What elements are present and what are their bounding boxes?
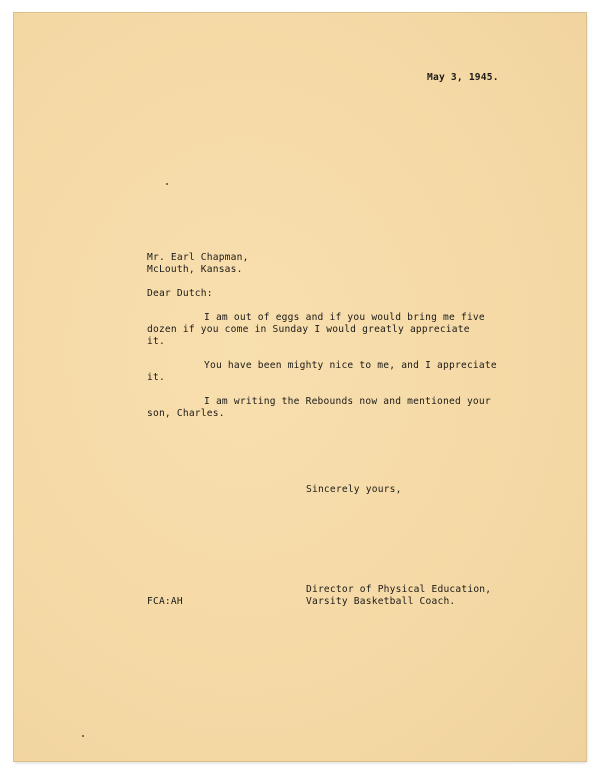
recipient-name: Mr. Earl Chapman, (147, 252, 249, 263)
paragraph-2-line-1: You have been mighty nice to me, and I appreciate (204, 360, 497, 371)
paper-speck (82, 735, 84, 737)
paragraph-1-line-1: I am out of eggs and if you would bring me five (204, 312, 485, 323)
letter-page (14, 13, 586, 761)
paragraph-3-line-1: I am writing the Rebounds now and mentioned your (204, 396, 491, 407)
paragraph-2-line-2: it. (147, 372, 165, 383)
paragraph-1-line-3: it. (147, 336, 165, 347)
salutation: Dear Dutch: (147, 288, 213, 299)
letter-date: May 3, 1945. (427, 72, 499, 83)
paragraph-3-line-2: son, Charles. (147, 408, 225, 419)
closing: Sincerely yours, (306, 484, 402, 495)
signature-title-1: Director of Physical Education, (306, 584, 492, 595)
recipient-city: McLouth, Kansas. (147, 264, 243, 275)
paragraph-1-line-2: dozen if you come in Sunday I would greatly appreciate (147, 324, 470, 335)
paper-speck (166, 183, 168, 185)
typist-initials: FCA:AH (147, 596, 183, 607)
signature-title-2: Varsity Basketball Coach. (306, 596, 456, 607)
